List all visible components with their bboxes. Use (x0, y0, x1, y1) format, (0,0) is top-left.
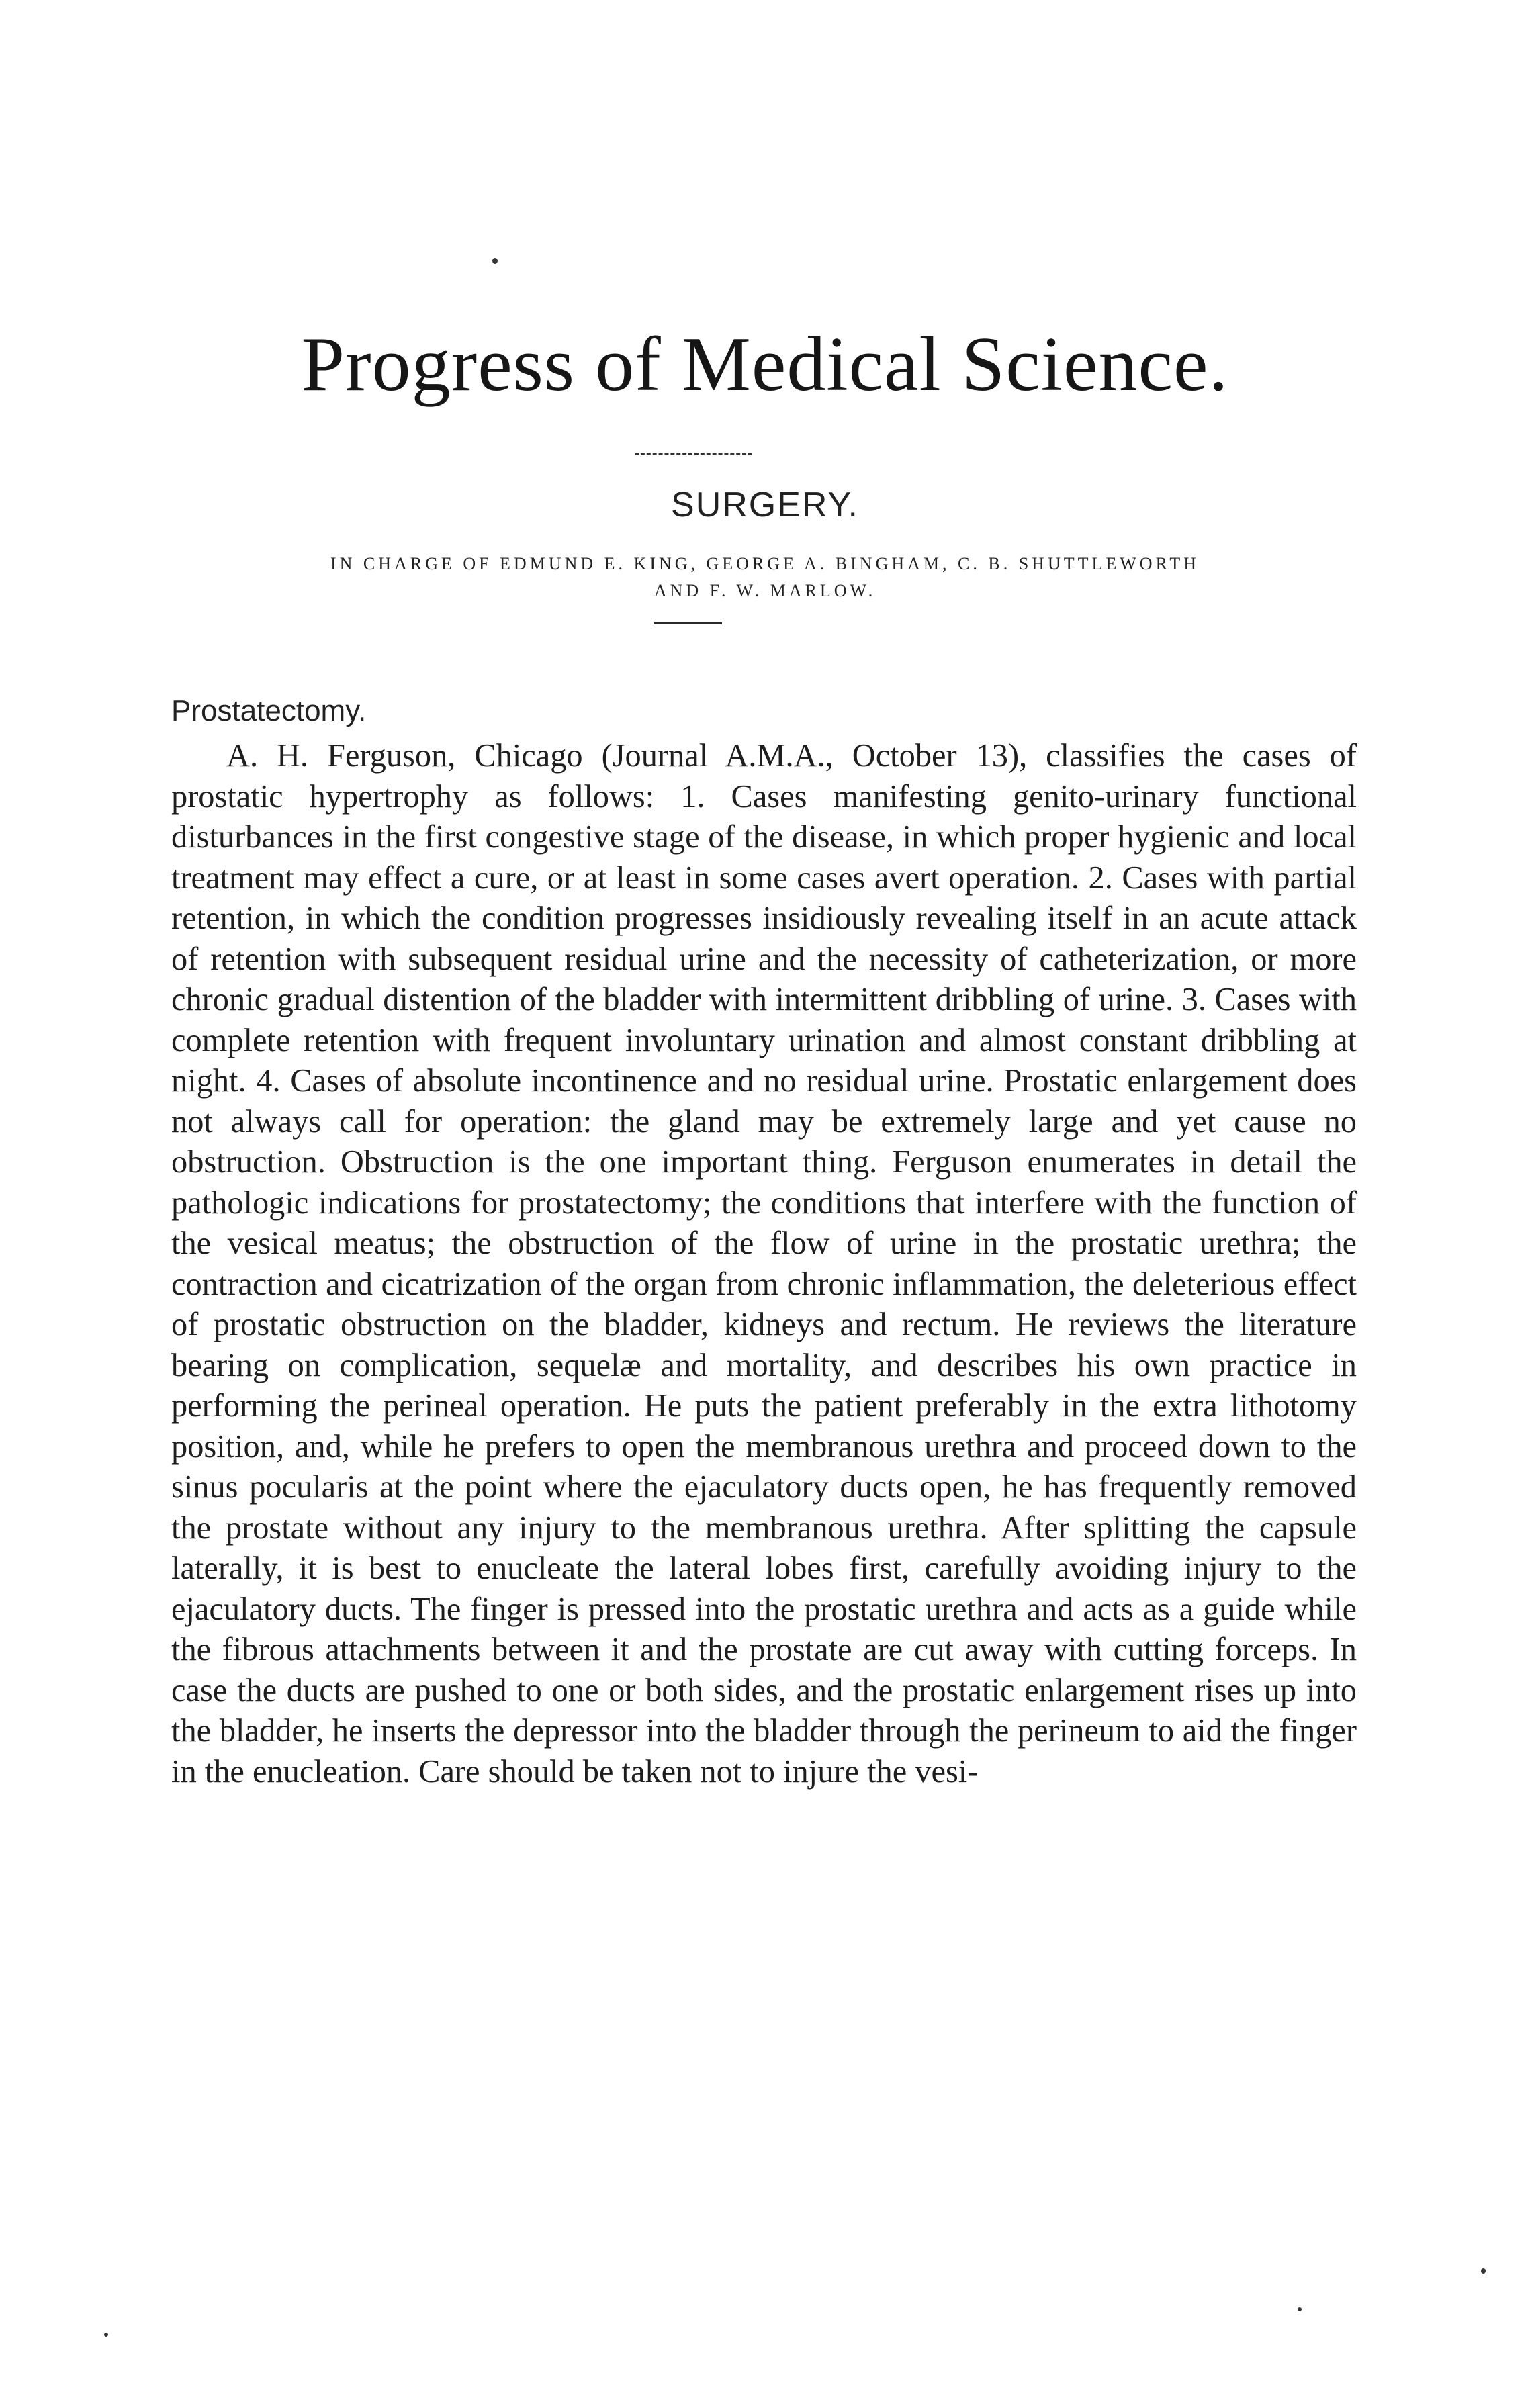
running-title: Progress of Medical Science. (301, 322, 1229, 408)
section-heading: SURGERY. (671, 485, 859, 524)
article-body: A. H. Ferguson, Chicago (Journal A.M.A., October 13), classifies the cases of prostatic hypertrophy as follows: 1. Cases manifesting genito-urinary functional disturbances in the first congestive stage of the disease, in which proper hygienic and local treatment may effect a cure, or at least in some cases avert operation. 2. Cases with partial retention, in which the condition progresses insidiously revealing itself in an acute attack of retention with subsequent residual urine and the necessity of catheterization, or more chronic gradual distention of the bladder with intermittent dribbling of urine. 3. Cases with complete retention with frequent involuntary urination and almost constant dribbling at night. 4. Cases of absolute incontinence and no residual urine. Prostatic enlargement does not always call for operation: the gland may be extremely large and yet cause no obstruction. Obstruction is the one important thing. Ferguson enumerates in detail the pathologic indications for prostatectomy; the conditions that interfere with the function of the vesical meatus; the obstruction of the flow of urine in the prostatic urethra; the contraction and cicatrization of the organ from chronic inflammation, the deleterious effect of prostatic obstruction on the bladder, kidneys and rectum. He reviews the literature bearing on complication, sequelæ and mortality, and describes his own practice in performing the perineal operation. He puts the patient preferably in the extra lithotomy position, and, while he prefers to open the membranous urethra and proceed down to the sinus pocularis at the point where the ejaculatory ducts open, he has frequently removed the prostate without any injury to the membranous urethra. After splitting the capsule laterally, it is best to enucleate the lateral lobes first, carefully avoiding injury to the ejaculatory ducts. The finger is pressed into the prostatic urethra and acts as a guide while the fibrous attachments between it and the prostate are cut away with cutting forceps. In case the ducts are pushed to one or both sides, and the prostatic enlargement rises up into the bladder, he inserts the depressor into the bladder through the perineum to aid the finger in the enucleation. Care should be taken not to injure the vesi- (171, 738, 1357, 1790)
editors-line: AND F. W. MARLOW. (654, 581, 876, 600)
title-separator-rule (635, 453, 752, 455)
editors-separator-rule (654, 622, 722, 624)
article-title: Prostatectomy. (171, 694, 367, 727)
editors-line: IN CHARGE OF EDMUND E. KING, GEORGE A. BINGHAM, C. B. SHUTTLEWORTH (330, 554, 1200, 573)
section-editors (201, 551, 1329, 604)
scan-speck (492, 258, 498, 264)
scan-speck (104, 2333, 108, 2337)
scan-speck (1481, 2268, 1486, 2274)
scan-speck (1298, 2307, 1302, 2311)
